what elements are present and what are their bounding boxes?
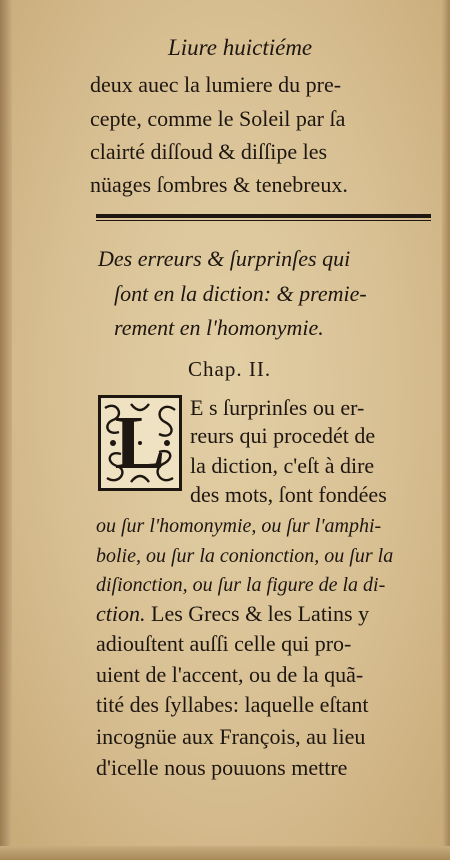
text-line: incognüe aux François, au lieu — [96, 724, 366, 749]
section-title-line: ſont en la diction: & premie- — [114, 281, 367, 306]
text-line: deux auec la lumiere du pre- — [90, 72, 342, 97]
text-line: cepte, comme le Soleil par ſa — [90, 106, 346, 131]
text-line: adiouſtent auſſi celle qui pro- — [96, 631, 352, 656]
text-line: uient de l'accent, ou de la quã- — [96, 662, 364, 687]
text-line: tité des ſyllabes: laquelle eſtant — [96, 692, 369, 717]
section-title-line: rement en l'homonymie. — [114, 315, 324, 340]
text-line-mixed — [96, 603, 369, 625]
page-edge-shadow — [442, 0, 450, 860]
text-line-italic: bolie, ou ſur la conionction, ou ſur la — [96, 545, 394, 567]
text-line: nüages ſombres & tenebreux. — [90, 172, 348, 197]
running-header: Liure huictiéme — [168, 35, 313, 60]
chapter-number: II. — [248, 357, 272, 381]
text-line: clairté diſſoud & diſſipe les — [90, 139, 328, 164]
decorated-initial — [98, 395, 182, 491]
page-gutter-shadow — [0, 0, 12, 860]
chapter-label: Chap. — [188, 357, 243, 381]
drop-cap-letter: L — [114, 401, 166, 485]
text-line: d'icelle nous pouuons mettre — [96, 755, 348, 780]
text-line: des mots, ſont fondées — [190, 482, 387, 507]
text-line-italic: ou ſur l'homonymie, ou ſur l'amphi- — [96, 515, 382, 537]
text-line: E s ſurprinſes ou er- — [190, 395, 365, 420]
section-title-line: Des erreurs & ſurprinſes qui — [98, 246, 351, 271]
italic-fragment: ction. — [96, 601, 146, 626]
chapter-heading — [188, 359, 271, 380]
text-line-italic: diſionction, ou ſur la figure de la di- — [96, 574, 386, 596]
text-line: la diction, c'eſt à dire — [190, 453, 375, 478]
text-line: reurs qui procedét de — [190, 423, 376, 448]
roman-fragment: Les Grecs & les Latins y — [145, 601, 370, 626]
page-bottom-shadow — [0, 846, 450, 860]
